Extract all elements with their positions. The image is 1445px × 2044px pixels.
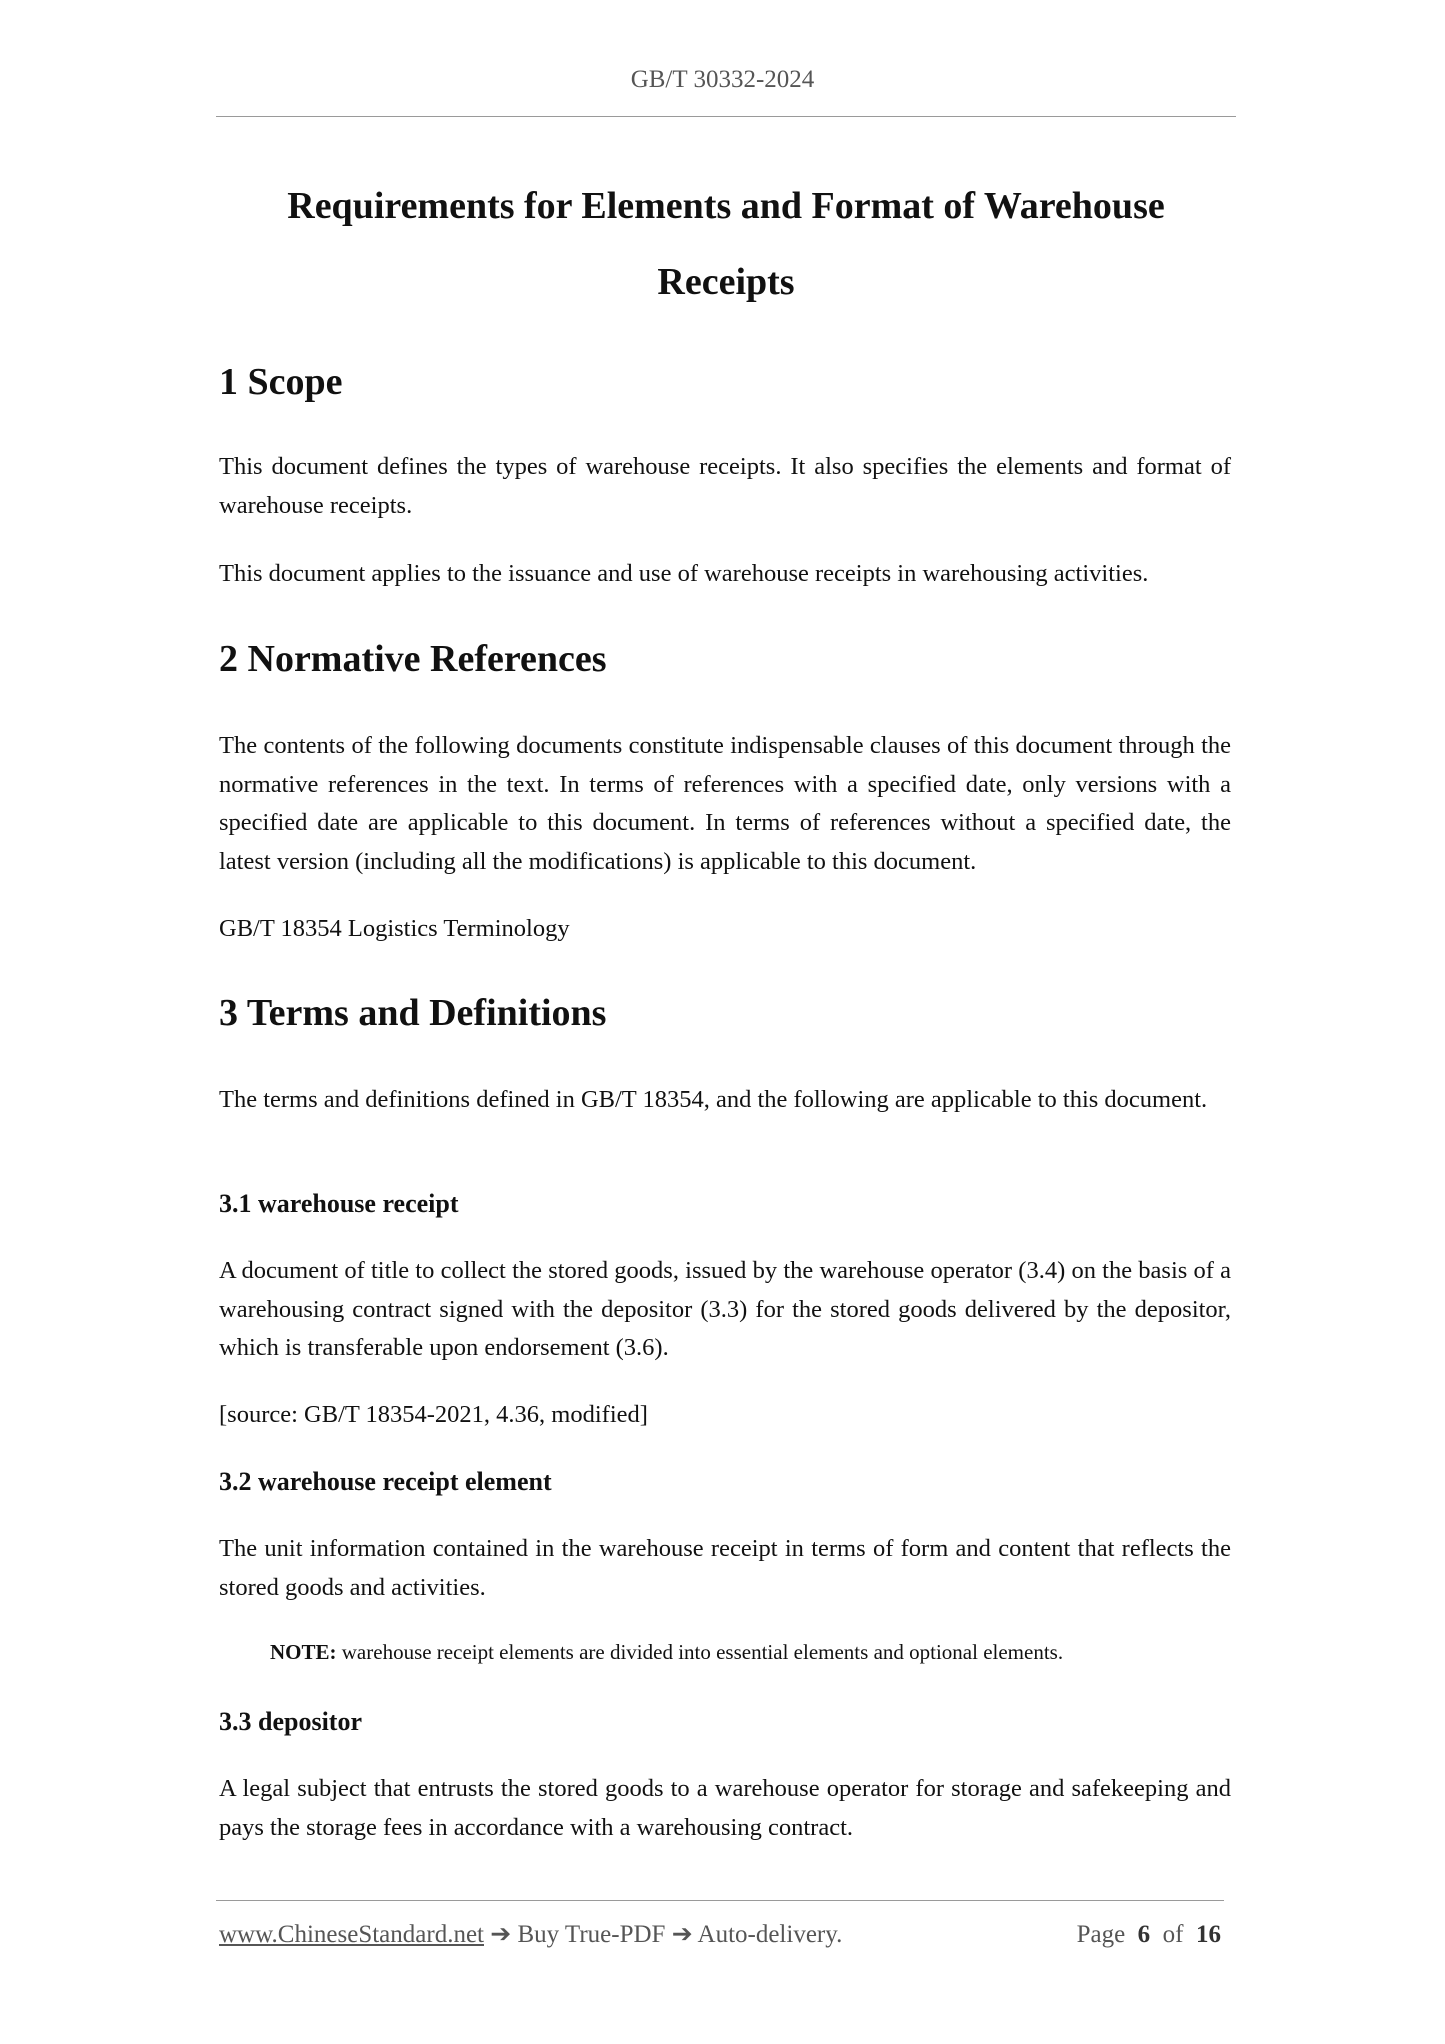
- page-number: [1077, 1918, 1221, 1952]
- arrow-right-icon: ➔: [671, 1921, 693, 1948]
- note-text: warehouse receipt elements are divided into essential elements and optional elements.: [341, 1640, 1064, 1664]
- document-title-line-1: Requirements for Elements and Format of Warehouse: [287, 185, 1165, 227]
- document-title: [216, 168, 1236, 320]
- term-source-3-1: [source: GB/T 18354-2021, 4.36, modified]: [219, 1401, 648, 1428]
- term-definition-3-3: A legal subject that entrusts the stored goods to a warehouse operator for storage and safekeeping and pays the storage fees in accordance with a warehousing contract.: [219, 1775, 1231, 1841]
- footer-divider: [216, 1900, 1224, 1901]
- normative-reference-item: GB/T 18354 Logistics Terminology: [219, 915, 570, 942]
- header-divider: [216, 116, 1236, 117]
- footer-delivery-text: Auto-delivery.: [697, 1921, 843, 1948]
- term-heading-3-2: 3.2 warehouse receipt element: [219, 1467, 552, 1496]
- term-definition-3-2: The unit information contained in the warehouse receipt in terms of form and content that reflects the stored goods and activities.: [219, 1535, 1231, 1601]
- note-label: NOTE:: [270, 1640, 337, 1664]
- term-definition-3-1: A document of title to collect the stored goods, issued by the warehouse operator (3.4) on the basis of a warehousing contract signed with the depositor (3.3) for the stored goods delivered by the depositor, which is transferable upon endorsement (3.6).: [219, 1257, 1231, 1361]
- term-heading-3-3: 3.3 depositor: [219, 1707, 362, 1736]
- footer-buy-text: Buy True-PDF: [517, 1921, 666, 1948]
- section-heading-terms-definitions: 3 Terms and Definitions: [219, 992, 607, 1034]
- arrow-right-icon: ➔: [490, 1921, 512, 1948]
- scope-paragraph-1: This document defines the types of warehouse receipts. It also specifies the elements and format of warehouse receipts.: [219, 453, 1231, 519]
- page-word: Page: [1076, 1921, 1126, 1948]
- term-note-3-2: [270, 1636, 1230, 1668]
- current-page: 6: [1137, 1921, 1151, 1948]
- section-heading-scope: 1 Scope: [219, 361, 343, 403]
- footer-website-link[interactable]: www.ChineseStandard.net: [219, 1921, 484, 1948]
- terms-intro-paragraph: The terms and definitions defined in GB/T 18354, and the following are applicable to this document.: [219, 1086, 1208, 1113]
- scope-paragraph-2: This document applies to the issuance and use of warehouse receipts in warehousing activities.: [219, 560, 1149, 587]
- section-heading-normative-references: 2 Normative References: [219, 638, 607, 680]
- term-heading-3-1: 3.1 warehouse receipt: [219, 1189, 459, 1218]
- page-header-code: GB/T 30332-2024: [630, 66, 815, 93]
- total-pages: 16: [1196, 1921, 1221, 1948]
- of-word: of: [1162, 1921, 1184, 1948]
- footer-promo: [219, 1918, 842, 1952]
- normative-paragraph-1: The contents of the following documents constitute indispensable clauses of this document through the normative references in the text. In terms of references with a specified date, only versions with a specified date are applicable to this document. In terms of references without a specified date, the latest version (including all the modifications) is applicable to this document.: [219, 732, 1231, 875]
- document-title-line-2: Receipts: [657, 261, 795, 303]
